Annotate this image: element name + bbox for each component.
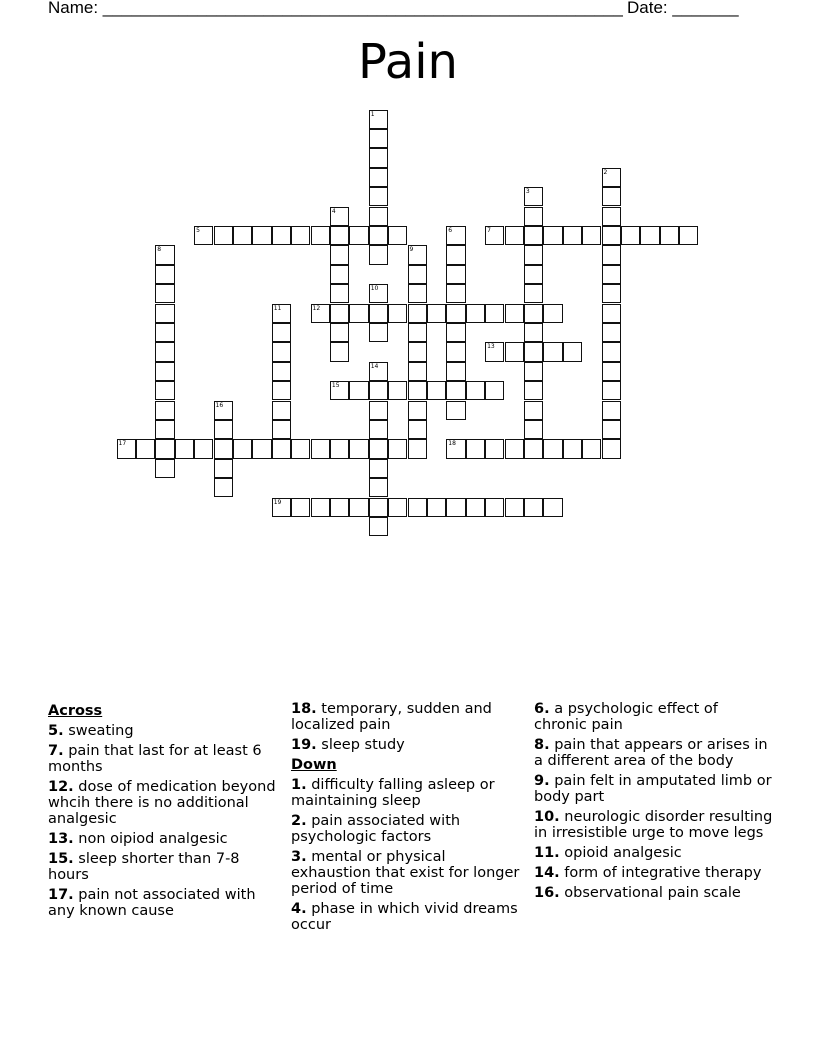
- grid-cell[interactable]: [369, 517, 388, 536]
- grid-cell[interactable]: [252, 226, 271, 245]
- clue-text: mental or physical exhaustion that exist for longer period of time: [291, 849, 520, 897]
- grid-cell[interactable]: [408, 284, 427, 303]
- clue-down-2: [291, 813, 526, 845]
- grid-cell[interactable]: [369, 478, 388, 497]
- grid-cell[interactable]: [291, 498, 310, 517]
- clue-across-13: [48, 831, 278, 847]
- grid-cell[interactable]: [155, 284, 174, 303]
- grid-cell[interactable]: [369, 168, 388, 187]
- clues-column-3: [534, 701, 774, 905]
- grid-cell[interactable]: [408, 498, 427, 517]
- grid-cell[interactable]: [291, 226, 310, 245]
- grid-cell[interactable]: [446, 304, 465, 323]
- cell-number: 4: [331, 207, 336, 215]
- clue-number: 10.: [534, 809, 560, 825]
- grid-cell[interactable]: [117, 439, 136, 458]
- grid-cell[interactable]: [408, 323, 427, 342]
- grid-cell[interactable]: [485, 226, 504, 245]
- cell-number: 19: [273, 498, 282, 506]
- grid-cell[interactable]: [330, 284, 349, 303]
- grid-cell[interactable]: [427, 304, 446, 323]
- grid-cell[interactable]: [524, 304, 543, 323]
- clue-across-5: [48, 723, 278, 739]
- grid-cell[interactable]: [524, 323, 543, 342]
- clue-number: 15.: [48, 851, 74, 867]
- clue-across-17: [48, 887, 278, 919]
- clue-number: 18.: [291, 701, 317, 717]
- cell-number: 16: [215, 401, 224, 409]
- grid-cell[interactable]: [252, 439, 271, 458]
- grid-cell[interactable]: [524, 226, 543, 245]
- grid-cell[interactable]: [602, 420, 621, 439]
- grid-cell[interactable]: [602, 304, 621, 323]
- clue-text: non oipiod analgesic: [78, 831, 228, 847]
- clue-number: 8.: [534, 737, 550, 753]
- clue-number: 1.: [291, 777, 307, 793]
- grid-cell[interactable]: [602, 284, 621, 303]
- cell-number: 6: [448, 226, 453, 234]
- grid-cell[interactable]: [524, 401, 543, 420]
- grid-cell[interactable]: [155, 265, 174, 284]
- grid-cell[interactable]: [505, 439, 524, 458]
- clue-text: sleep shorter than 7-8 hours: [48, 851, 240, 883]
- grid-cell[interactable]: [524, 284, 543, 303]
- grid-cell[interactable]: [446, 362, 465, 381]
- clues-column-2: [291, 701, 526, 937]
- grid-cell[interactable]: [466, 498, 485, 517]
- grid-cell[interactable]: [194, 226, 213, 245]
- grid-cell[interactable]: [369, 323, 388, 342]
- grid-cell[interactable]: [408, 245, 427, 264]
- grid-cell[interactable]: [524, 265, 543, 284]
- cell-number: 14: [370, 362, 379, 370]
- grid-cell[interactable]: [349, 226, 368, 245]
- grid-cell[interactable]: [233, 439, 252, 458]
- grid-cell[interactable]: [214, 478, 233, 497]
- clue-down-6: [534, 701, 774, 733]
- grid-cell[interactable]: [369, 187, 388, 206]
- grid-cell[interactable]: [311, 439, 330, 458]
- grid-cell[interactable]: [330, 265, 349, 284]
- clue-down-9: [534, 773, 774, 805]
- grid-cell[interactable]: [660, 226, 679, 245]
- name-field[interactable]: Name: _______________________________________________________: [48, 0, 623, 17]
- grid-cell[interactable]: [369, 284, 388, 303]
- cell-number: 13: [487, 343, 495, 351]
- grid-cell[interactable]: [446, 323, 465, 342]
- cell-number: 2: [603, 168, 608, 176]
- clue-text: pain felt in amputated limb or body part: [534, 773, 772, 805]
- grid-cell[interactable]: [602, 168, 621, 187]
- grid-cell[interactable]: [524, 362, 543, 381]
- grid-cell[interactable]: [272, 420, 291, 439]
- crossword-grid: [117, 110, 717, 550]
- grid-cell[interactable]: [369, 420, 388, 439]
- grid-cell[interactable]: [214, 439, 233, 458]
- grid-cell[interactable]: [330, 381, 349, 400]
- clue-number: 11.: [534, 845, 560, 861]
- grid-cell[interactable]: [155, 459, 174, 478]
- cell-number: 3: [525, 188, 530, 196]
- grid-cell[interactable]: [214, 420, 233, 439]
- grid-cell[interactable]: [408, 420, 427, 439]
- grid-cell[interactable]: [272, 362, 291, 381]
- grid-cell[interactable]: [330, 245, 349, 264]
- grid-cell[interactable]: [349, 304, 368, 323]
- grid-cell[interactable]: [524, 342, 543, 361]
- grid-cell[interactable]: [155, 381, 174, 400]
- grid-cell[interactable]: [214, 459, 233, 478]
- grid-cell[interactable]: [446, 245, 465, 264]
- grid-cell[interactable]: [136, 439, 155, 458]
- across-heading: Across: [48, 703, 103, 719]
- grid-cell[interactable]: [446, 226, 465, 245]
- clues-column-1: [48, 701, 278, 923]
- grid-cell[interactable]: [485, 498, 504, 517]
- grid-cell[interactable]: [602, 226, 621, 245]
- clue-text: sweating: [68, 723, 134, 739]
- grid-cell[interactable]: [679, 226, 698, 245]
- grid-cell[interactable]: [155, 420, 174, 439]
- date-field[interactable]: Date: _______: [627, 0, 739, 17]
- clue-number: 6.: [534, 701, 550, 717]
- grid-cell[interactable]: [466, 304, 485, 323]
- clue-number: 7.: [48, 743, 64, 759]
- grid-cell[interactable]: [369, 226, 388, 245]
- grid-cell[interactable]: [349, 498, 368, 517]
- grid-cell[interactable]: [466, 381, 485, 400]
- grid-cell[interactable]: [155, 304, 174, 323]
- grid-cell[interactable]: [349, 439, 368, 458]
- grid-cell[interactable]: [272, 226, 291, 245]
- grid-cell[interactable]: [175, 439, 194, 458]
- grid-cell[interactable]: [155, 362, 174, 381]
- clue-text: pain not associated with any known cause: [48, 887, 256, 919]
- grid-cell[interactable]: [388, 304, 407, 323]
- grid-cell[interactable]: [369, 459, 388, 478]
- clue-across-15: [48, 851, 278, 883]
- grid-cell[interactable]: [311, 304, 330, 323]
- clue-text: neurologic disorder resulting in irresistible urge to move legs: [534, 809, 773, 841]
- cell-number: 18: [448, 440, 456, 448]
- clue-down-16: [534, 885, 774, 901]
- clue-down-11: [534, 845, 774, 861]
- clue-down-3: [291, 849, 526, 897]
- grid-cell[interactable]: [388, 226, 407, 245]
- grid-cell[interactable]: [214, 226, 233, 245]
- clue-text: pain that appears or arises in a different area of the body: [534, 737, 768, 769]
- grid-cell[interactable]: [524, 439, 543, 458]
- grid-cell[interactable]: [505, 498, 524, 517]
- clue-across-19: [291, 737, 526, 753]
- grid-cell[interactable]: [543, 342, 562, 361]
- grid-cell[interactable]: [524, 187, 543, 206]
- grid-cell[interactable]: [524, 498, 543, 517]
- grid-cell[interactable]: [543, 498, 562, 517]
- grid-cell[interactable]: [602, 265, 621, 284]
- grid-cell[interactable]: [408, 342, 427, 361]
- grid-cell[interactable]: [427, 381, 446, 400]
- grid-cell[interactable]: [505, 304, 524, 323]
- grid-cell[interactable]: [640, 226, 659, 245]
- grid-cell[interactable]: [233, 226, 252, 245]
- grid-cell[interactable]: [155, 245, 174, 264]
- down-heading: Down: [291, 757, 337, 773]
- clue-text: temporary, sudden and localized pain: [291, 701, 492, 733]
- grid-cell[interactable]: [408, 439, 427, 458]
- grid-cell[interactable]: [330, 304, 349, 323]
- grid-cell[interactable]: [563, 226, 582, 245]
- clue-text: observational pain scale: [564, 885, 741, 901]
- grid-cell[interactable]: [330, 323, 349, 342]
- clue-number: 3.: [291, 849, 307, 865]
- clue-text: difficulty falling asleep or maintaining sleep: [291, 777, 495, 809]
- grid-cell[interactable]: [602, 439, 621, 458]
- grid-cell[interactable]: [427, 498, 446, 517]
- clue-number: 12.: [48, 779, 74, 795]
- grid-cell[interactable]: [369, 439, 388, 458]
- grid-cell[interactable]: [446, 439, 465, 458]
- clue-number: 13.: [48, 831, 74, 847]
- clue-down-4: [291, 901, 526, 933]
- grid-cell[interactable]: [311, 498, 330, 517]
- grid-cell[interactable]: [369, 129, 388, 148]
- clue-down-10: [534, 809, 774, 841]
- clue-number: 5.: [48, 723, 64, 739]
- grid-cell[interactable]: [311, 226, 330, 245]
- page-title: Pain: [358, 34, 458, 90]
- cell-number: 11: [273, 304, 282, 312]
- grid-cell[interactable]: [388, 439, 407, 458]
- grid-cell[interactable]: [582, 226, 601, 245]
- grid-cell[interactable]: [505, 226, 524, 245]
- grid-cell[interactable]: [466, 439, 485, 458]
- grid-cell[interactable]: [369, 498, 388, 517]
- grid-cell[interactable]: [369, 148, 388, 167]
- grid-cell[interactable]: [602, 401, 621, 420]
- grid-cell[interactable]: [446, 342, 465, 361]
- grid-cell[interactable]: [330, 498, 349, 517]
- grid-cell[interactable]: [446, 284, 465, 303]
- grid-cell[interactable]: [602, 381, 621, 400]
- grid-cell[interactable]: [524, 381, 543, 400]
- grid-cell[interactable]: [543, 226, 562, 245]
- cell-number: 10: [370, 285, 379, 293]
- grid-cell[interactable]: [369, 110, 388, 129]
- grid-cell[interactable]: [563, 342, 582, 361]
- grid-cell[interactable]: [369, 362, 388, 381]
- clue-text: dose of medication beyond whcih there is no additional analgesic: [48, 779, 276, 827]
- grid-cell[interactable]: [446, 401, 465, 420]
- grid-cell[interactable]: [330, 207, 349, 226]
- grid-cell[interactable]: [291, 439, 310, 458]
- grid-cell[interactable]: [602, 323, 621, 342]
- grid-cell[interactable]: [524, 207, 543, 226]
- grid-cell[interactable]: [543, 304, 562, 323]
- clue-text: pain associated with psychologic factors: [291, 813, 461, 845]
- grid-cell[interactable]: [505, 342, 524, 361]
- grid-cell[interactable]: [524, 245, 543, 264]
- grid-cell[interactable]: [272, 304, 291, 323]
- grid-cell[interactable]: [563, 439, 582, 458]
- grid-cell[interactable]: [272, 401, 291, 420]
- clue-down-1: [291, 777, 526, 809]
- grid-cell[interactable]: [446, 498, 465, 517]
- clue-text: a psychologic effect of chronic pain: [534, 701, 718, 733]
- grid-cell[interactable]: [485, 439, 504, 458]
- cell-number: 7: [487, 226, 491, 234]
- grid-cell[interactable]: [349, 381, 368, 400]
- clue-text: phase in which vivid dreams occur: [291, 901, 518, 933]
- clue-number: 16.: [534, 885, 560, 901]
- grid-cell[interactable]: [582, 439, 601, 458]
- grid-cell[interactable]: [272, 342, 291, 361]
- clue-text: pain that last for at least 6 months: [48, 743, 262, 775]
- grid-cell[interactable]: [602, 245, 621, 264]
- clue-number: 17.: [48, 887, 74, 903]
- clue-text: form of integrative therapy: [564, 865, 762, 881]
- clue-across-7: [48, 743, 278, 775]
- grid-cell[interactable]: [602, 207, 621, 226]
- grid-cell[interactable]: [524, 420, 543, 439]
- clue-across-18: [291, 701, 526, 733]
- clue-down-8: [534, 737, 774, 769]
- grid-cell[interactable]: [369, 207, 388, 226]
- grid-cell[interactable]: [408, 265, 427, 284]
- grid-cell[interactable]: [446, 381, 465, 400]
- cell-number: 1: [370, 110, 375, 118]
- grid-cell[interactable]: [408, 381, 427, 400]
- grid-cell[interactable]: [155, 342, 174, 361]
- grid-cell[interactable]: [155, 401, 174, 420]
- grid-cell[interactable]: [194, 439, 213, 458]
- cell-number: 8: [157, 246, 162, 254]
- grid-cell[interactable]: [272, 381, 291, 400]
- grid-cell[interactable]: [272, 323, 291, 342]
- clue-number: 9.: [534, 773, 550, 789]
- cell-number: 17: [118, 440, 127, 448]
- grid-cell[interactable]: [330, 439, 349, 458]
- grid-cell[interactable]: [408, 304, 427, 323]
- grid-cell[interactable]: [485, 381, 504, 400]
- grid-cell[interactable]: [543, 439, 562, 458]
- clue-number: 19.: [291, 737, 317, 753]
- grid-cell[interactable]: [621, 226, 640, 245]
- grid-cell[interactable]: [330, 226, 349, 245]
- clue-across-12: [48, 779, 278, 827]
- grid-cell[interactable]: [214, 401, 233, 420]
- cell-number: 15: [331, 382, 340, 390]
- grid-cell[interactable]: [155, 323, 174, 342]
- grid-cell[interactable]: [388, 498, 407, 517]
- grid-cell[interactable]: [485, 342, 504, 361]
- clue-text: sleep study: [321, 737, 405, 753]
- grid-cell[interactable]: [369, 401, 388, 420]
- grid-cell[interactable]: [272, 439, 291, 458]
- grid-cell[interactable]: [602, 187, 621, 206]
- cell-number: 9: [409, 246, 414, 254]
- clue-down-14: [534, 865, 774, 881]
- clue-number: 14.: [534, 865, 560, 881]
- grid-cell[interactable]: [485, 304, 504, 323]
- grid-cell[interactable]: [155, 439, 174, 458]
- grid-cell[interactable]: [408, 401, 427, 420]
- grid-cell[interactable]: [602, 342, 621, 361]
- grid-cell[interactable]: [446, 265, 465, 284]
- grid-cell[interactable]: [408, 362, 427, 381]
- grid-cell[interactable]: [369, 381, 388, 400]
- grid-cell[interactable]: [602, 362, 621, 381]
- cell-number: 5: [196, 226, 200, 234]
- clue-text: opioid analgesic: [564, 845, 682, 861]
- clue-number: 2.: [291, 813, 307, 829]
- grid-cell[interactable]: [330, 342, 349, 361]
- cell-number: 12: [312, 304, 321, 312]
- clue-number: 4.: [291, 901, 307, 917]
- grid-cell[interactable]: [388, 381, 407, 400]
- grid-cell[interactable]: [369, 304, 388, 323]
- grid-cell[interactable]: [369, 245, 388, 264]
- grid-cell[interactable]: [272, 498, 291, 517]
